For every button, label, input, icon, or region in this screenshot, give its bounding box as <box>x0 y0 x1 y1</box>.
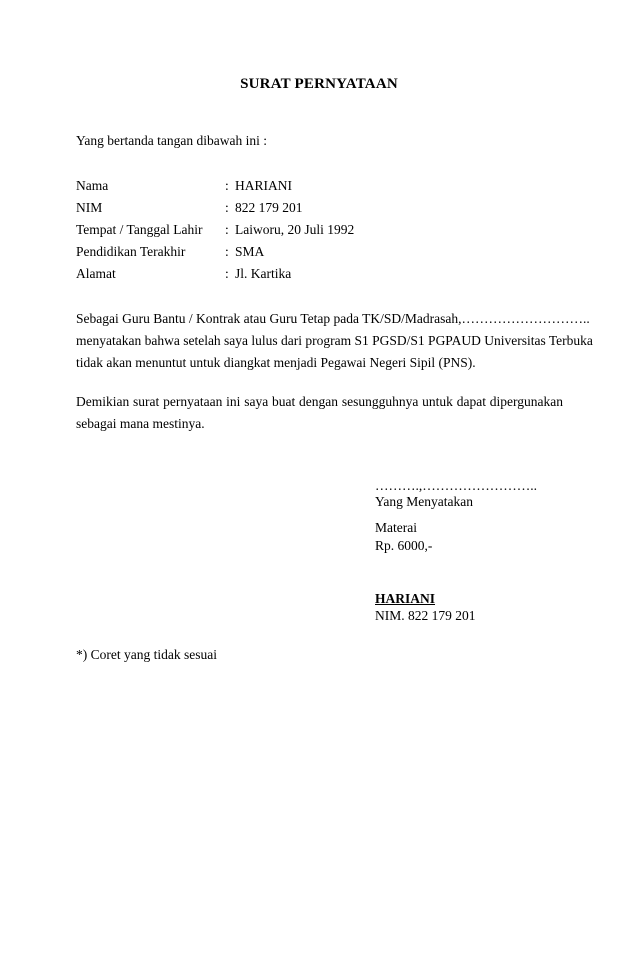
field-colon: : <box>225 244 229 259</box>
field-value-alamat: Jl. Kartika <box>235 266 292 281</box>
field-colon: : <box>225 178 229 193</box>
statement-line: Sebagai Guru Bantu / Kontrak atau Guru Tetap pada TK/SD/Madrasah,……………………….. <box>76 311 590 326</box>
field-value-ttl: Laiworu, 20 Juli 1992 <box>235 222 355 237</box>
field-label-nim: NIM <box>76 200 103 215</box>
signature-place-date: ……….,…………………….. <box>375 478 537 493</box>
signatory-nim: NIM. 822 179 201 <box>375 608 476 623</box>
field-value-nim: 822 179 201 <box>235 200 303 215</box>
field-value-nama: HARIANI <box>235 178 292 193</box>
field-value-pendidikan: SMA <box>235 244 265 259</box>
field-colon: : <box>225 266 229 281</box>
document-title: SURAT PERNYATAAN <box>240 76 398 92</box>
field-colon: : <box>225 200 229 215</box>
stamp-label: Materai <box>375 520 417 535</box>
field-label-alamat: Alamat <box>76 266 116 281</box>
field-label-pendidikan: Pendidikan Terakhir <box>76 244 186 259</box>
closing-paragraph <box>76 391 563 435</box>
field-label-nama: Nama <box>76 178 109 193</box>
footnote: *) Coret yang tidak sesuai <box>76 647 217 662</box>
field-colon: : <box>225 222 229 237</box>
stamp-value: Rp. 6000,- <box>375 538 433 553</box>
statement-line: tidak akan menuntut untuk diangkat menjadi Pegawai Negeri Sipil (PNS). <box>76 355 476 370</box>
statement-line: menyatakan bahwa setelah saya lulus dari program S1 PGSD/S1 PGPAUD Universitas Terbuka <box>76 333 593 348</box>
statement-paragraph <box>76 308 593 374</box>
closing-line: Demikian surat pernyataan ini saya buat dengan sesungguhnya untuk dapat dipergunakan <box>76 394 563 409</box>
intro-text: Yang bertanda tangan dibawah ini : <box>76 133 267 148</box>
field-label-ttl: Tempat / Tanggal Lahir <box>76 222 203 237</box>
signatory-name: HARIANI <box>375 591 436 606</box>
signature-role: Yang Menyatakan <box>375 494 473 509</box>
closing-line: sebagai mana mestinya. <box>76 416 205 431</box>
